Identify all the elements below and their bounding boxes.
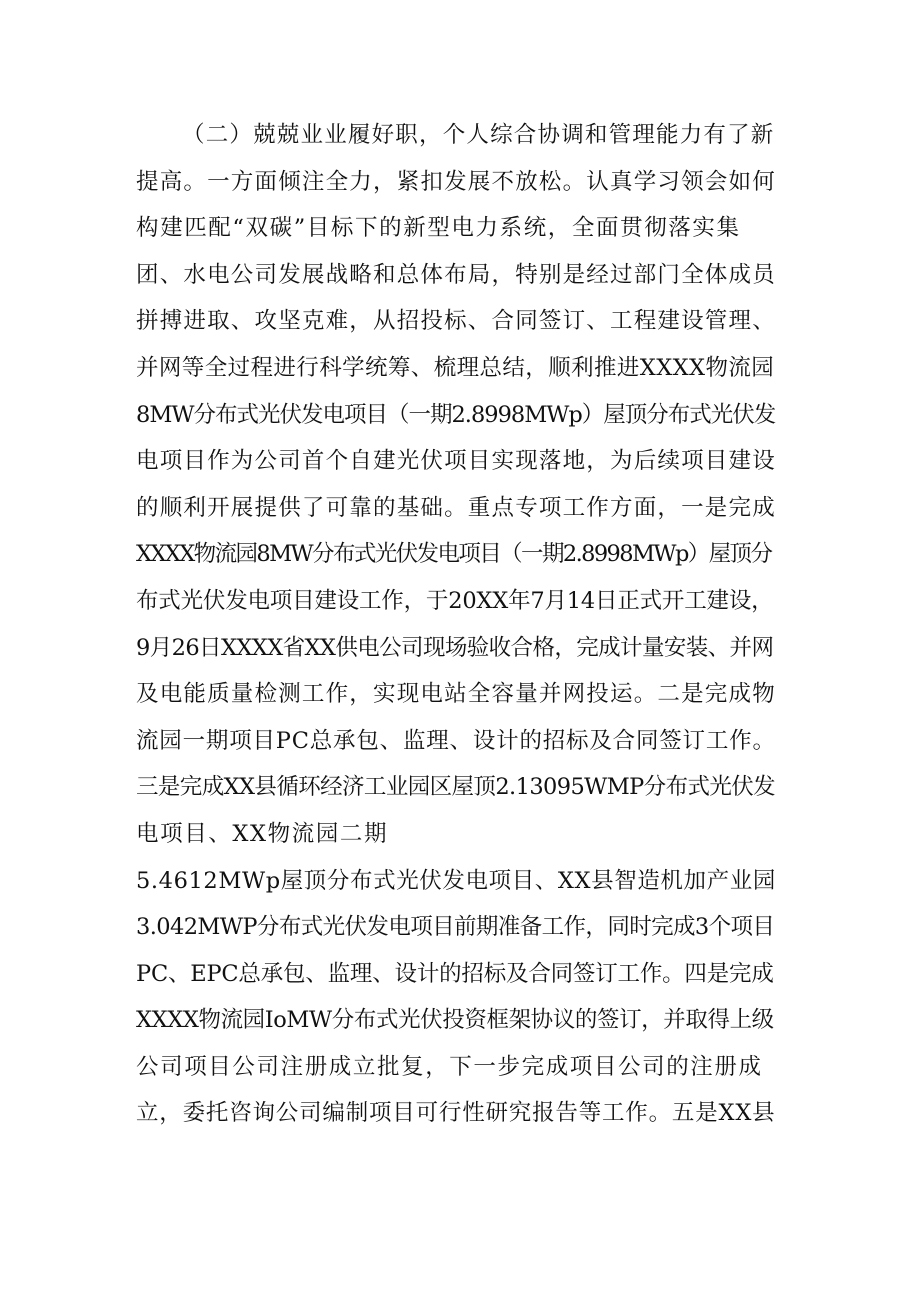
text-line: 流园一期项目PC总承包、监理、设计的招标及合同签订工作。	[136, 727, 776, 754]
text-line: 团、水电公司发展战略和总体布局，特别是经过部门全体成员	[136, 261, 776, 288]
text-line: （二）兢兢业业履好职，个人综合协调和管理能力有了新	[182, 122, 775, 148]
text-line: 电项目、XX物流园二期	[136, 820, 389, 847]
text-line: PC、EPC总承包、监理、设计的招标及合同签订工作。四是完成	[136, 960, 774, 987]
body-paragraph	[136, 112, 776, 1137]
text-line: 5.4612MWp屋顶分布式光伏发电项目、XX县智造机加产业园	[136, 867, 776, 894]
text-line: 拼搏进取、攻坚克难，从招投标、合同签订、工程建设管理、	[136, 308, 776, 335]
text-line: 电项目作为公司首个自建光伏项目实现落地，为后续项目建设	[136, 448, 776, 475]
text-line: 布式光伏发电项目建设工作，于20XX年7月14日正式开工建设，	[136, 587, 774, 614]
text-line: 及电能质量检测工作，实现电站全容量并网投运。二是完成物	[136, 681, 776, 708]
text-line: 提高。一方面倾注全力，紧扣发展不放松。认真学习领会如何	[136, 168, 776, 195]
text-line: XXXX物流园IoMW分布式光伏投资框架协议的签订，并取得上级	[136, 1007, 774, 1034]
text-line: 3.042MWP分布式光伏发电项目前期准备工作，同时完成3个项目	[136, 914, 775, 941]
text-line: 的顺利开展提供了可靠的基础。重点专项工作方面，一是完成	[136, 494, 776, 521]
text-line: 并网等全过程进行科学统筹、梳理总结，顺利推进XXXX物流园	[136, 354, 775, 381]
text-line: 公司项目公司注册成立批复，下一步完成项目公司的注册成	[136, 1053, 763, 1080]
text-line: 构建匹配“双碳”目标下的新型电力系统，全面贯彻落实集	[136, 215, 741, 242]
text-line: 9月26日XXXX省XX供电公司现场验收合格，完成计量安装、并网	[136, 634, 774, 661]
text-line: XXXX物流园8MW分布式光伏发电项目（一期2.8998MWp）屋顶分	[136, 541, 772, 568]
text-line: 8MW分布式光伏发电项目（一期2.8998MWp）屋顶分布式光伏发	[136, 401, 776, 428]
text-line: 立，委托咨询公司编制项目可行性研究报告等工作。五是XX县	[136, 1100, 776, 1127]
text-line: 三是完成XX县循环经济工业园区屋顶2.13095WMP分布式光伏发	[136, 774, 776, 801]
